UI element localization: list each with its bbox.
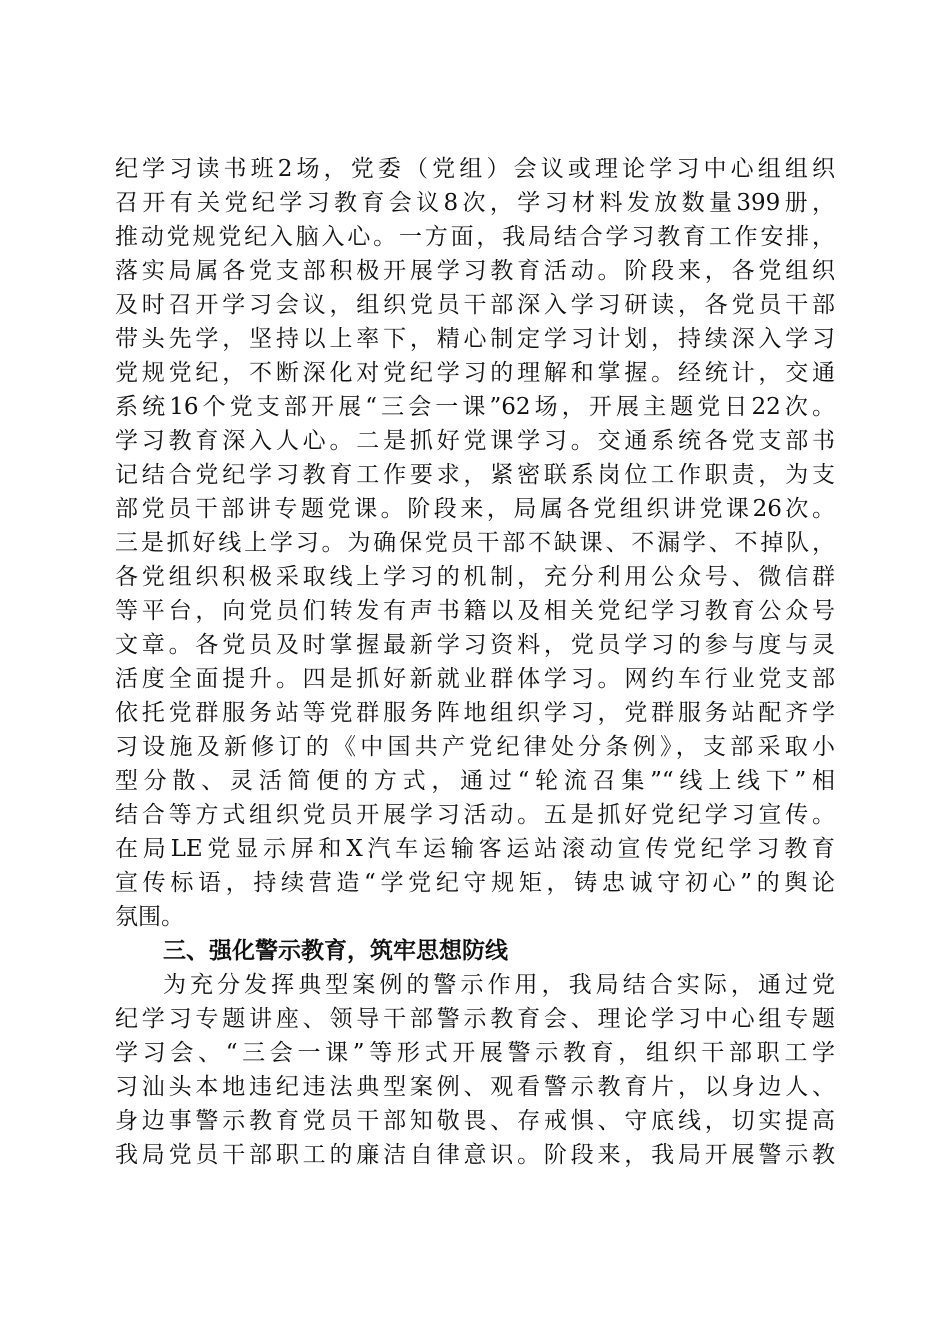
paragraph-study-activities (115, 152, 835, 934)
text-line: 落实局属各党支部积极开展学习教育活动。阶段来，各党组织 (115, 258, 835, 284)
text-line: 氛围。 (115, 904, 184, 930)
text-line: 宣传标语，持续营造“学党纪守规矩，铸忠诚守初心”的舆论 (115, 870, 835, 896)
paragraph-warning-education (115, 968, 835, 1172)
text-line: 部党员干部讲专题党课。阶段来，局属各党组织讲党课26次。 (115, 496, 835, 522)
text-line: 等平台，向党员们转发有声书籍以及相关党纪学习教育公众号 (115, 598, 835, 624)
text-line: 身边事警示教育党员干部知敬畏、存戒惧、守底线，切实提高 (115, 1108, 835, 1134)
text-line: 召开有关党纪学习教育会议8次，学习材料发放数量399册， (115, 190, 835, 216)
text-line: 及时召开学习会议，组织党员干部深入学习研读，各党员干部 (115, 292, 835, 318)
text-line: 依托党群服务站等党群服务阵地组织学习，党群服务站配齐学 (115, 700, 835, 726)
text-line: 活度全面提升。四是抓好新就业群体学习。网约车行业党支部 (115, 666, 835, 692)
text-line: 党规党纪，不断深化对党纪学习的理解和掌握。经统计，交通 (115, 360, 835, 386)
text-line: 我局党员干部职工的廉洁自律意识。阶段来，我局开展警示教 (115, 1142, 835, 1168)
text-line: 习设施及新修订的《中国共产党纪律处分条例》，支部采取小 (115, 734, 835, 760)
text-line: 系统16个党支部开展“三会一课”62场，开展主题党日22次。 (115, 394, 835, 420)
text-line: 学习教育深入人心。二是抓好党课学习。交通系统各党支部书 (115, 428, 835, 454)
text-line: 文章。各党员及时掌握最新学习资料，党员学习的参与度与灵 (115, 632, 835, 658)
text-line: 为充分发挥典型案例的警示作用，我局结合实际，通过党 (163, 972, 835, 998)
text-line: 记结合党纪学习教育工作要求，紧密联系岗位工作职责，为支 (115, 462, 835, 488)
text-line: 型分散、灵活简便的方式，通过“轮流召集”“线上线下”相 (115, 768, 835, 794)
text-line: 结合等方式组织党员开展学习活动。五是抓好党纪学习宣传。 (115, 802, 835, 828)
text-line: 习汕头本地违纪违法典型案例、观看警示教育片，以身边人、 (115, 1074, 835, 1100)
text-line: 推动党规党纪入脑入心。一方面，我局结合学习教育工作安排， (115, 224, 835, 250)
text-line: 在局LE党显示屏和X汽车运输客运站滚动宣传党纪学习教育 (115, 836, 835, 862)
text-line: 学习会、“三会一课”等形式开展警示教育，组织干部职工学 (115, 1040, 835, 1066)
text-line: 纪学习专题讲座、领导干部警示教育会、理论学习中心组专题 (115, 1006, 835, 1032)
text-line: 三是抓好线上学习。为确保党员干部不缺课、不漏学、不掉队， (115, 530, 835, 556)
document-body (115, 152, 835, 1172)
section-heading: 三、强化警示教育，筑牢思想防线 (163, 938, 508, 964)
text-line: 带头先学，坚持以上率下，精心制定学习计划，持续深入学习 (115, 326, 835, 352)
text-line: 各党组织积极采取线上学习的机制，充分利用公众号、微信群 (115, 564, 835, 590)
text-line: 纪学习读书班2场，党委（党组）会议或理论学习中心组组织 (115, 156, 835, 182)
